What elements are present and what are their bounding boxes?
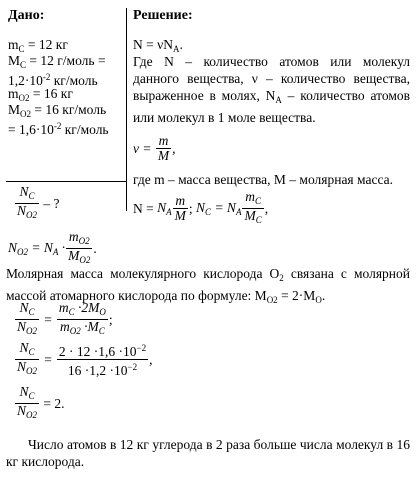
formula-n-general: N = $N_A$ $\frac{m}{M}$ ; $N_C = N_A$ $\frac{m_C}{M_C}$ ,	[133, 189, 269, 225]
conclusion-text: Число атомов в 12 кг углерода в 2 раза больше числа молекул в 16 кг кислорода.	[6, 437, 410, 469]
column-divider	[126, 8, 127, 211]
given-molar-carbon: $M_C = 12$ г/моль =	[8, 53, 106, 70]
solution-explanation: Где N – количество атомов или молекул данного вещества, ν – количество вещества, выраженное в молях, $N_A$ – количество атомов или молекул в 1 моле вещества.	[133, 54, 410, 125]
find-quantity: $\frac{N_C}{N_{O2}}$ – ?	[17, 184, 60, 220]
given-molar-oxygen-si: = $1,6\cdot 10^{-2}$ кг/моль	[8, 121, 109, 137]
formula-ratio-symbolic: $\frac{N_C}{N_{O2}}$ = $\frac{m_C \cdot 2M_O}{m_{O2} \cdot M_C}$ ;	[17, 300, 113, 336]
given-mass-carbon: $m_C = 12$ кг	[8, 37, 68, 54]
formula-ratio-result: $\frac{N_C}{N_{O2}}$ = 2.	[17, 384, 65, 420]
solution-title: Решение:	[133, 8, 193, 23]
given-mass-oxygen: $m_{O2} = 16$ кг	[8, 86, 73, 103]
oxygen-molar-relation-text: Молярная масса молекулярного кислорода $O_2$ связана с молярной массой атомарного кислорода по формуле: $M_{O2} = 2\cdot M_O$.	[6, 266, 410, 305]
formula-n-oxygen: $N_{O2} = N_A$ · $\frac{m_{O2}}{M_{O2}}$ .	[8, 229, 97, 265]
given-title: Дано:	[8, 8, 45, 23]
formula-n-nu: $N = \nu N_A$.	[133, 37, 183, 54]
given-divider	[6, 181, 126, 182]
given-molar-oxygen: $M_{O2} = 16$ кг/моль	[8, 102, 107, 119]
formula-nu: ν = $\frac{m}{M}$ ,	[133, 133, 176, 163]
given-molar-carbon-si: $1,2\cdot 10^{-2}$ кг/моль	[8, 72, 98, 88]
molar-mass-note: где m – масса вещества, M – молярная масса.	[133, 172, 393, 187]
formula-ratio-numeric: $\frac{N_C}{N_{O2}}$ = $\frac{2 \cdot 12 \cdot 1,6 \cdot 10^{-2}}{16 \cdot 1,2 \cdot 10^{-2}}$ ,	[17, 340, 153, 378]
